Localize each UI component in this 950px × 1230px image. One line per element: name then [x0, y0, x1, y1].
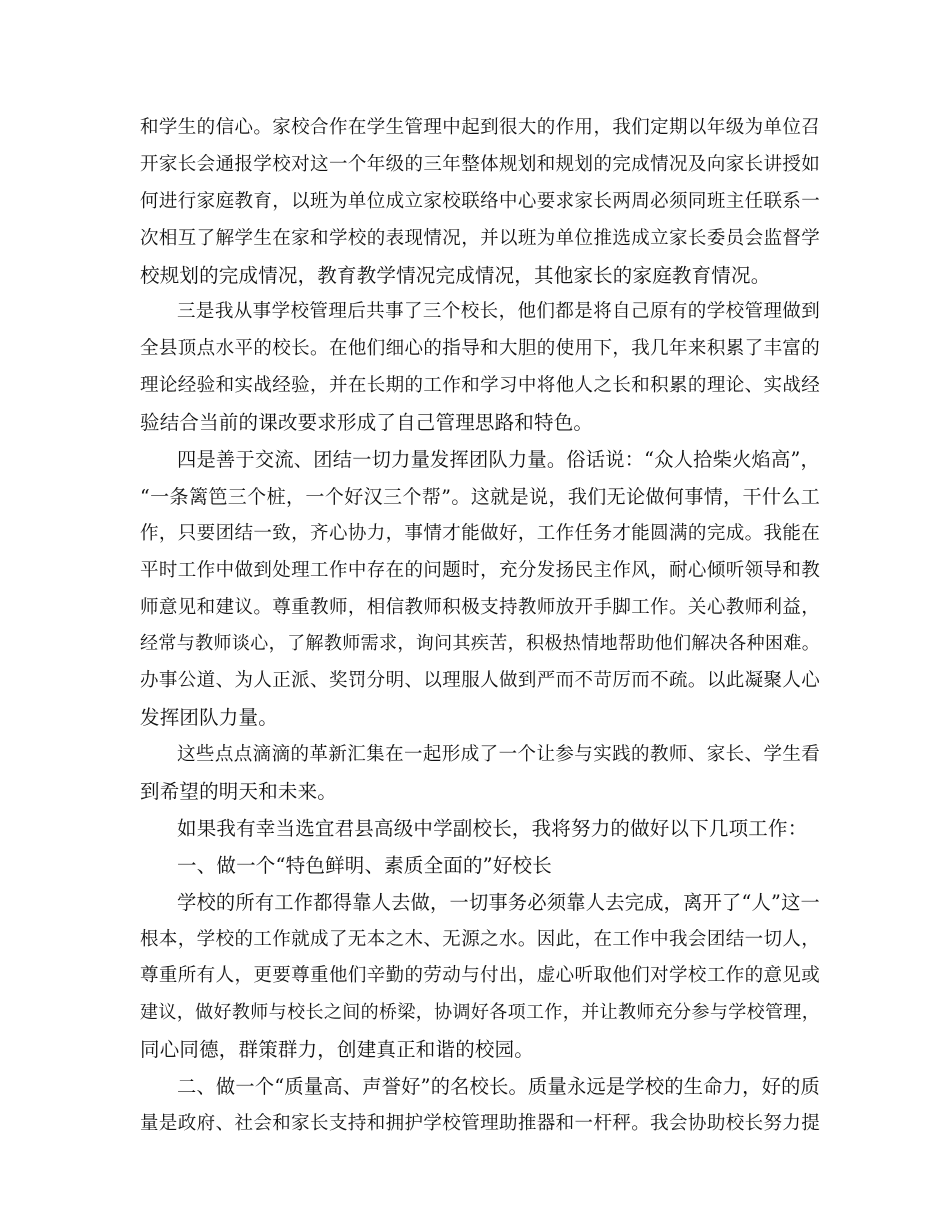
text-line: 建议，做好教师与校长之间的桥梁，协调好各项工作，并让教师充分参与学校管理，: [140, 1002, 820, 1024]
text-line: 发挥团队力量。: [140, 706, 278, 730]
document-body: [140, 110, 820, 1143]
text-line: 二、做一个“质量高、声誉好”的名校长。质量永远是学校的生命力，好的质: [177, 1075, 820, 1099]
text-line: 到希望的明天和未来。: [140, 780, 338, 804]
text-line: 经常与教师谈心，了解教师需求，询问其疾苦，积极热情地帮助他们解决各种困难。: [140, 633, 820, 655]
text-line: 办事公道、为人正派、奖罚分明、以理服人做到严而不苛厉而不疏。以此凝聚人心: [140, 670, 820, 692]
text-line: 根本，学校的工作就成了无本之木、无源之水。因此，在工作中我会团结一切人，: [140, 928, 820, 950]
text-line: 四是善于交流、团结一切力量发挥团队力量。俗话说：“众人拾柴火焰高”，: [177, 448, 820, 472]
text-line: 理论经验和实战经验，并在长期的工作和学习中将他人之长和积累的理论、实战经: [140, 375, 820, 397]
text-line: 作，只要团结一致，齐心协力，事情才能做好，工作任务才能圆满的完成。我能在: [140, 522, 820, 544]
text-line: 这些点点滴滴的革新汇集在一起形成了一个让参与实践的教师、家长、学生看: [177, 744, 820, 766]
text-line: 同心同德，群策群力，创建真正和谐的校园。: [140, 1038, 535, 1062]
text-line: 验结合当前的课改要求形成了自己管理思路和特色。: [140, 411, 594, 435]
text-line: 全县顶点水平的校长。在他们细心的指导和大胆的使用下，我几年来积累了丰富的: [140, 338, 820, 360]
text-line: 学校的所有工作都得靠人去做，一切事务必须靠人去完成，离开了“人”这一: [177, 890, 820, 914]
text-line: 校规划的完成情况，教育教学情况完成情况，其他家长的家庭教育情况。: [140, 263, 771, 287]
text-line: 平时工作中做到处理工作中存在的问题时，充分发扬民主作风，耐心倾听领导和教: [140, 559, 820, 581]
text-line: 量是政府、社会和家长支持和拥护学校管理助推器和一杆秤。我会协助校长努力提: [140, 1113, 820, 1135]
text-line: 三是我从事学校管理后共事了三个校长，他们都是将自己原有的学校管理做到: [177, 301, 820, 323]
text-line: 如果我有幸当选宜君县高级中学副校长，我将努力的做好以下几项工作：: [177, 816, 808, 840]
text-line: “一条篱笆三个桩，一个好汉三个帮”。这就是说，我们无论做何事情，干什么工: [140, 485, 820, 508]
text-line: 和学生的信心。家校合作在学生管理中起到很大的作用，我们定期以年级为单位召: [140, 117, 820, 138]
text-line: 尊重所有人，更要尊重他们辛勤的劳动与付出，虚心听取他们对学校工作的意见或: [140, 965, 820, 987]
text-line: 开家长会通报学校对这一个年级的三年整体规划和规划的完成情况及向家长讲授如: [140, 153, 820, 175]
text-line: 师意见和建议。尊重教师，相信教师积极支持教师放开手脚工作。关心教师利益，: [140, 596, 820, 618]
text-line: 何进行家庭教育，以班为单位成立家校联络中心要求家长两周必须同班主任联系一: [140, 190, 820, 212]
text-line: 一、做一个“特色鲜明、素质全面的”好校长: [177, 853, 552, 877]
text-line: 次相互了解学生在家和学校的表现情况，并以班为单位推选成立家长委员会监督学: [140, 227, 820, 249]
